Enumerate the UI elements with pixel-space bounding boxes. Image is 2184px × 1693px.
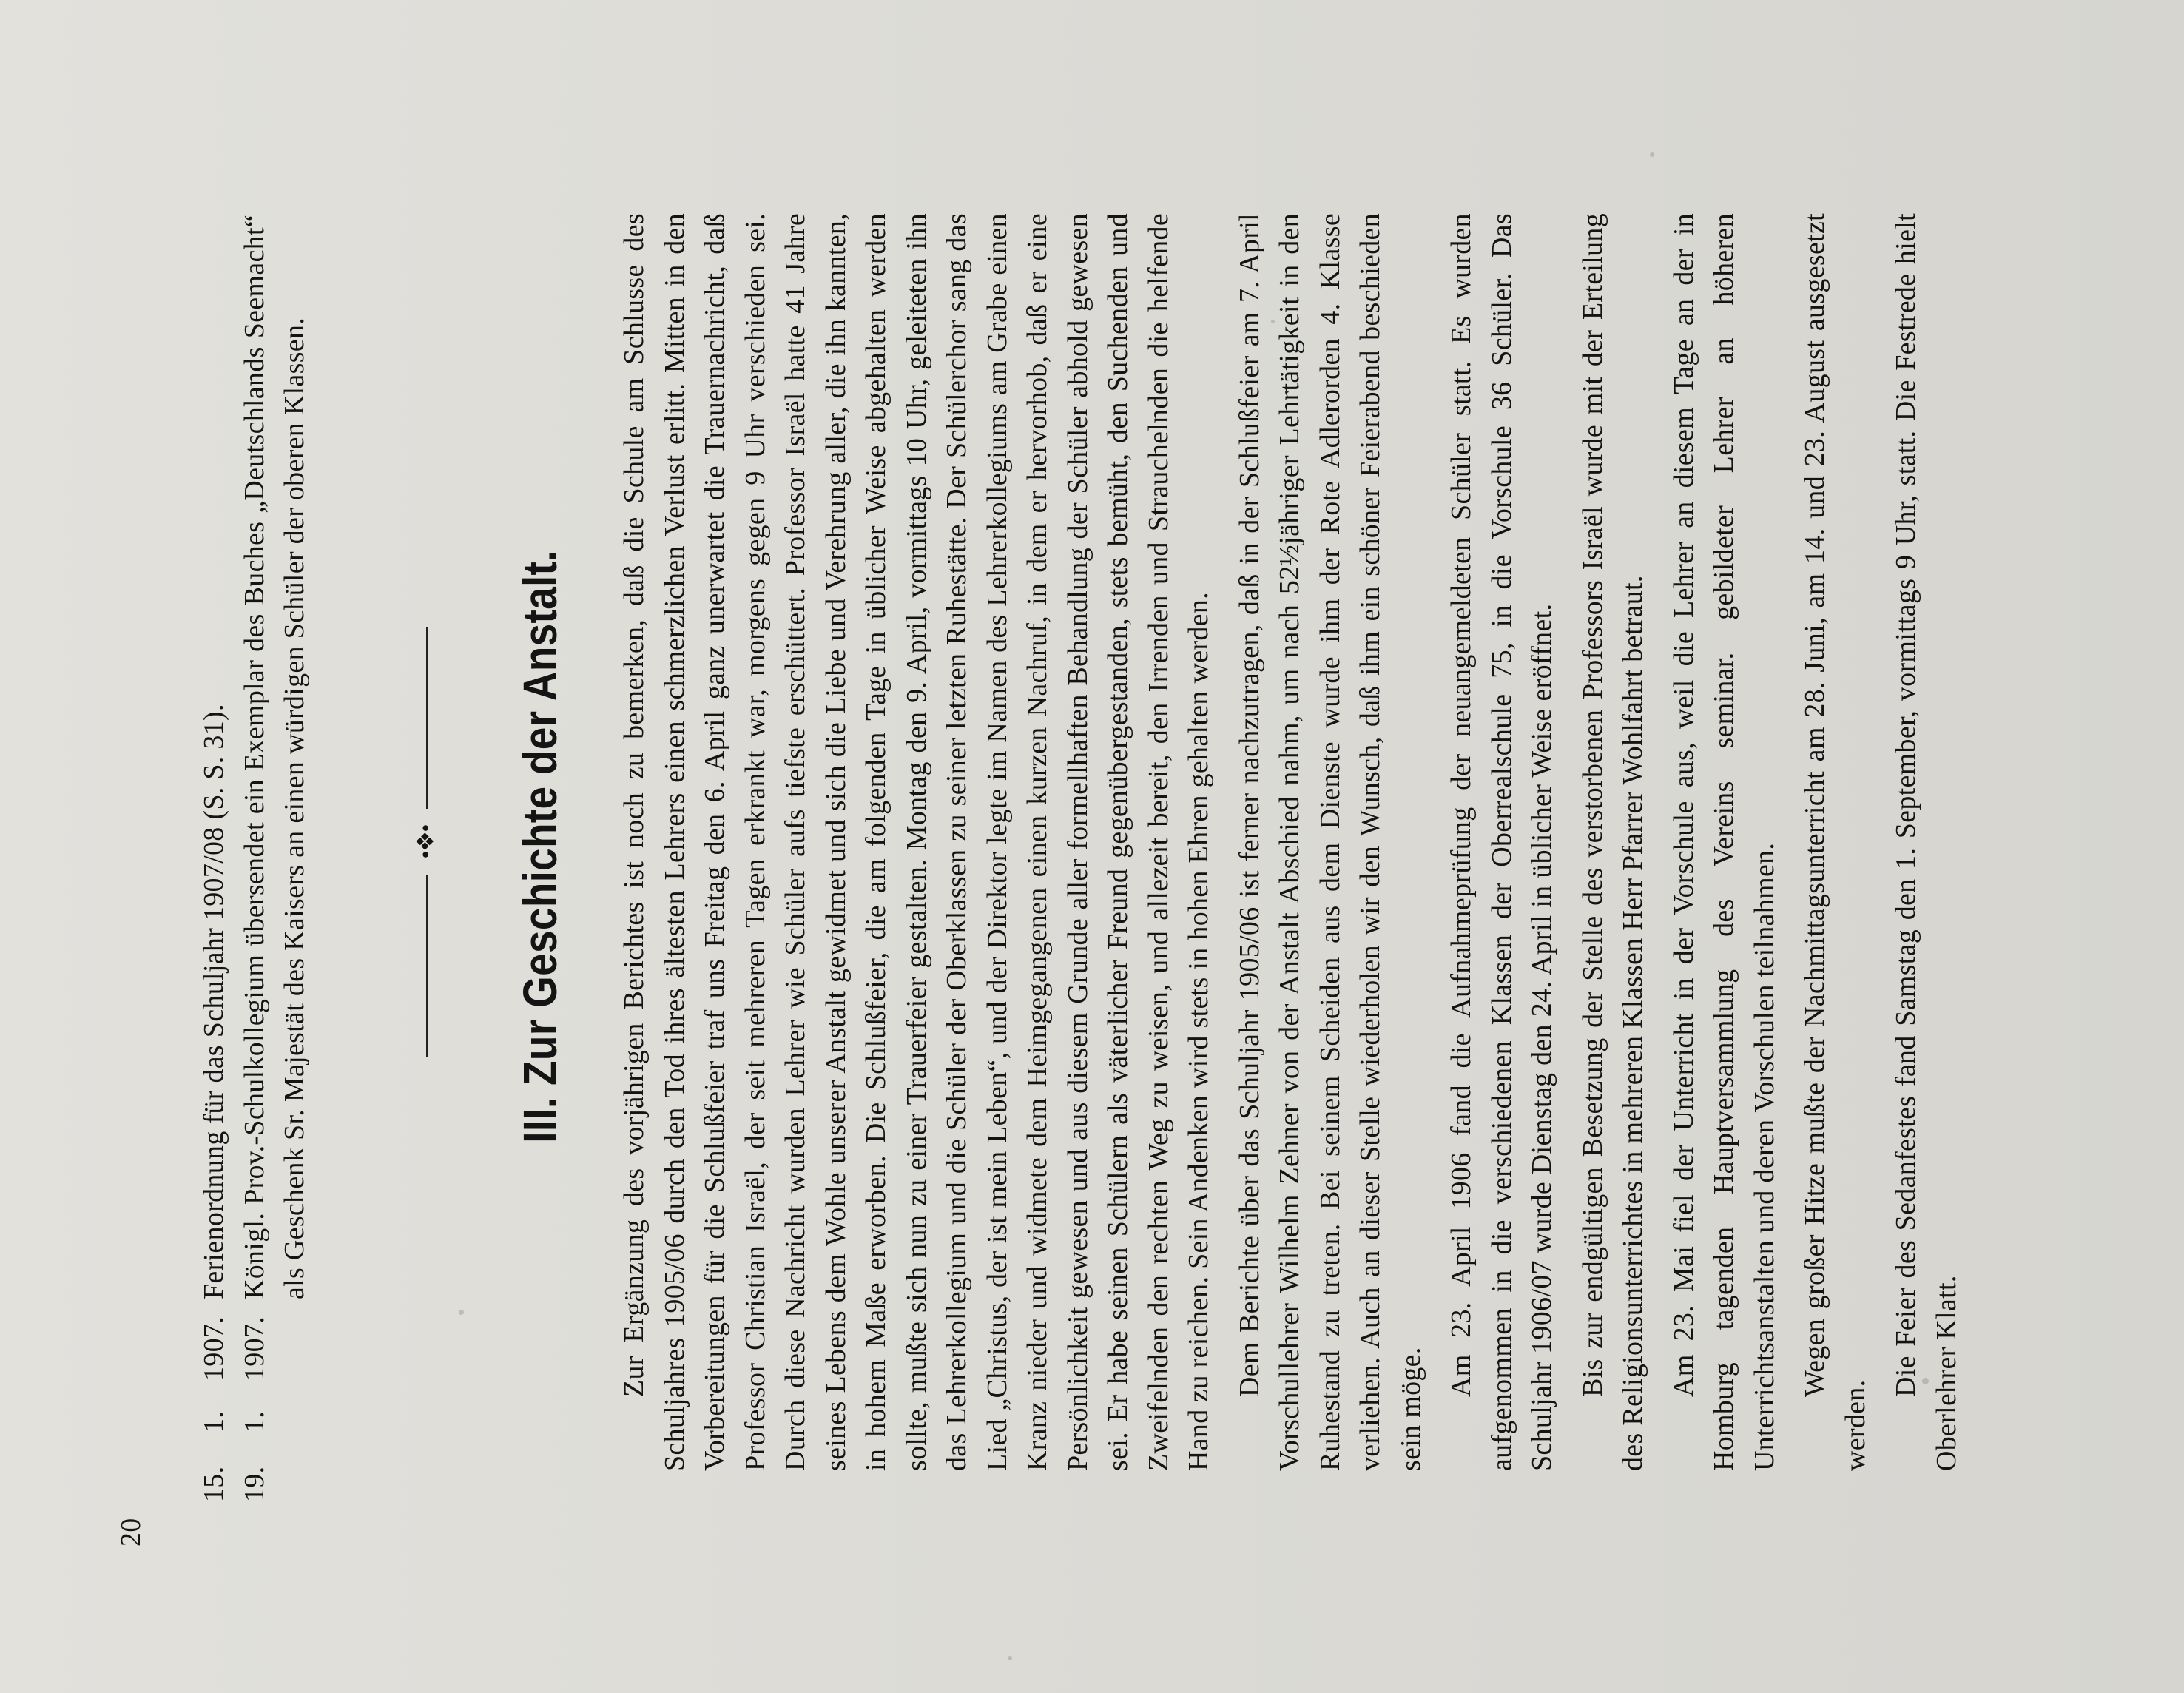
entry-day: 15. xyxy=(198,1466,229,1502)
divider-ornament-icon: •❖• xyxy=(412,825,439,859)
paragraph: Am 23. Mai fiel der Unterricht in der Vorschule aus, weil die Lehrer an diesem Tage an der in Homburg tagenden Hauptversammlung des Vereins seminar. gebildeter Lehrer an höheren Unterrichtsanstalten und deren Vorschulen teilnahmen. xyxy=(1668,213,1780,1471)
body-text xyxy=(614,213,1977,1471)
page-number: 20 xyxy=(115,1518,146,1546)
entry-day: 19. xyxy=(238,1466,270,1502)
entry-month: 1. xyxy=(198,1410,229,1433)
entry-text: Ferienordnung für das Schuljahr 1907/08 (S. S. 31). xyxy=(198,704,229,1299)
entry-year: 1907. xyxy=(198,1316,229,1381)
divider-rule-right xyxy=(426,627,428,809)
divider-rule-left xyxy=(426,875,428,1057)
section-divider xyxy=(412,627,439,1057)
entry-year: 1907. xyxy=(238,1316,270,1381)
entry-month: 1. xyxy=(238,1410,270,1433)
paragraph: Zur Ergänzung des vorjährigen Berichtes ist noch zu bemerken, daß die Schule am Schlusse des Schuljahres 1905/06 durch den Tod ihres ältesten Lehrers einen schmerzlichen Verlust erlitt. Mitten in den Vorbereitungen für die Schlußfeier traf uns Freitag den 6. April ganz unerwartet die Trauernachricht, daß Professor Christian Israël, der seit mehreren Tagen erkrankt war, morgens gegen 9 Uhr verschieden sei. Durch diese Nachricht wurden Lehrer wie Schüler aufs tiefste erschüttert. Professor Israël hatte 41 Jahre seines Lebens dem Wohle unserer Anstalt gewidmet und sich die Liebe und Verehrung aller, die ihn kannten, in hohem Maße erworben. Die Schlußfeier, die am folgenden Tage in üblicher Weise abgehalten werden sollte, mußte sich nun zu einer Trauerfeier gestalten. Montag den 9. April, vormittags 10 Uhr, geleiteten ihn das Lehrerkollegium und die Schüler der Oberklassen zu seiner letzten Ruhestätte. Der Schülerchor sang das Lied „Christus, der ist mein Leben“, und der Direktor legte im Namen des Lehrerkollegiums am Grabe einen Kranz nieder und widmete dem Heimgegangenen einen kurzen Nachruf, in dem er hervorhob, daß er eine Persönlichkeit gewesen und aus diesem Grunde aller formellhaften Behandlung der Schüler abhold gewesen sei. Er habe seinen Schülern als väterlicher Freund gegenübergestanden, stets bemüht, den Suchenden und Zweifelnden den rechten Weg zu weisen, und allezeit bereit, den Irrenden und Strauchelnden die helfende Hand zu reichen. Sein Andenken wird stets in hohen Ehren gehalten werden. xyxy=(619,213,1214,1471)
chronicle-entry xyxy=(235,215,315,1502)
paragraph: Am 23. April 1906 fand die Aufnahmeprüfung der neuangemeldeten Schüler statt. Es wurden aufgenommen in die verschiedenen Klassen der Oberrealschule 75, in die Vorschule 36 Schüler. Das Schuljahr 1906/07 wurde Dienstag den 24. April in üblicher Weise eröffnet. xyxy=(1446,213,1557,1471)
paragraph: Wegen großer Hitze mußte der Nachmittagsunterricht am 28. Juni, am 14. und 23. August ausgesetzt werden. xyxy=(1799,213,1871,1471)
entry-text: Königl. Prov.-Schulkollegium übersendet ein Exemplar des Buches „Deutschlands Seemacht“ als Geschenk Sr. Majestät des Kaisers an einen würdigen Schüler der oberen Klassen. xyxy=(238,215,310,1299)
paragraph: Dem Berichte über das Schuljahr 1905/06 ist ferner nachzutragen, daß in der Schlußfeier am 7. April Vorschullehrer Wilhelm Zehner von der Anstalt Abschied nahm, um nach 52½jähriger Lehrtätigkeit in den Ruhestand zu treten. Bei seinem Scheiden aus dem Dienste wurde ihm der Rote Adlerorden 4. Klasse verliehen. Auch an dieser Stelle wiederholen wir den Wunsch, daß ihm ein schöner Feierabend beschieden sein möge. xyxy=(1233,213,1426,1471)
chronicle-entry xyxy=(194,215,235,1502)
paragraph: Bis zur endgültigen Besetzung der Stelle des verstorbenen Professors Israël wurde mit der Erteilung des Religionsunterrichtes in mehreren Klassen Herr Pfarrer Wohlfahrt betraut. xyxy=(1577,213,1648,1471)
section-heading: III. Zur Geschichte der Anstalt. xyxy=(513,550,567,1143)
chronicle-entries xyxy=(194,215,315,1502)
paragraph: Die Feier des Sedanfestes fand Samstag den 1. September, vormittags 9 Uhr, statt. Die Festrede hielt Oberlehrer Klatt. xyxy=(1890,213,1962,1471)
